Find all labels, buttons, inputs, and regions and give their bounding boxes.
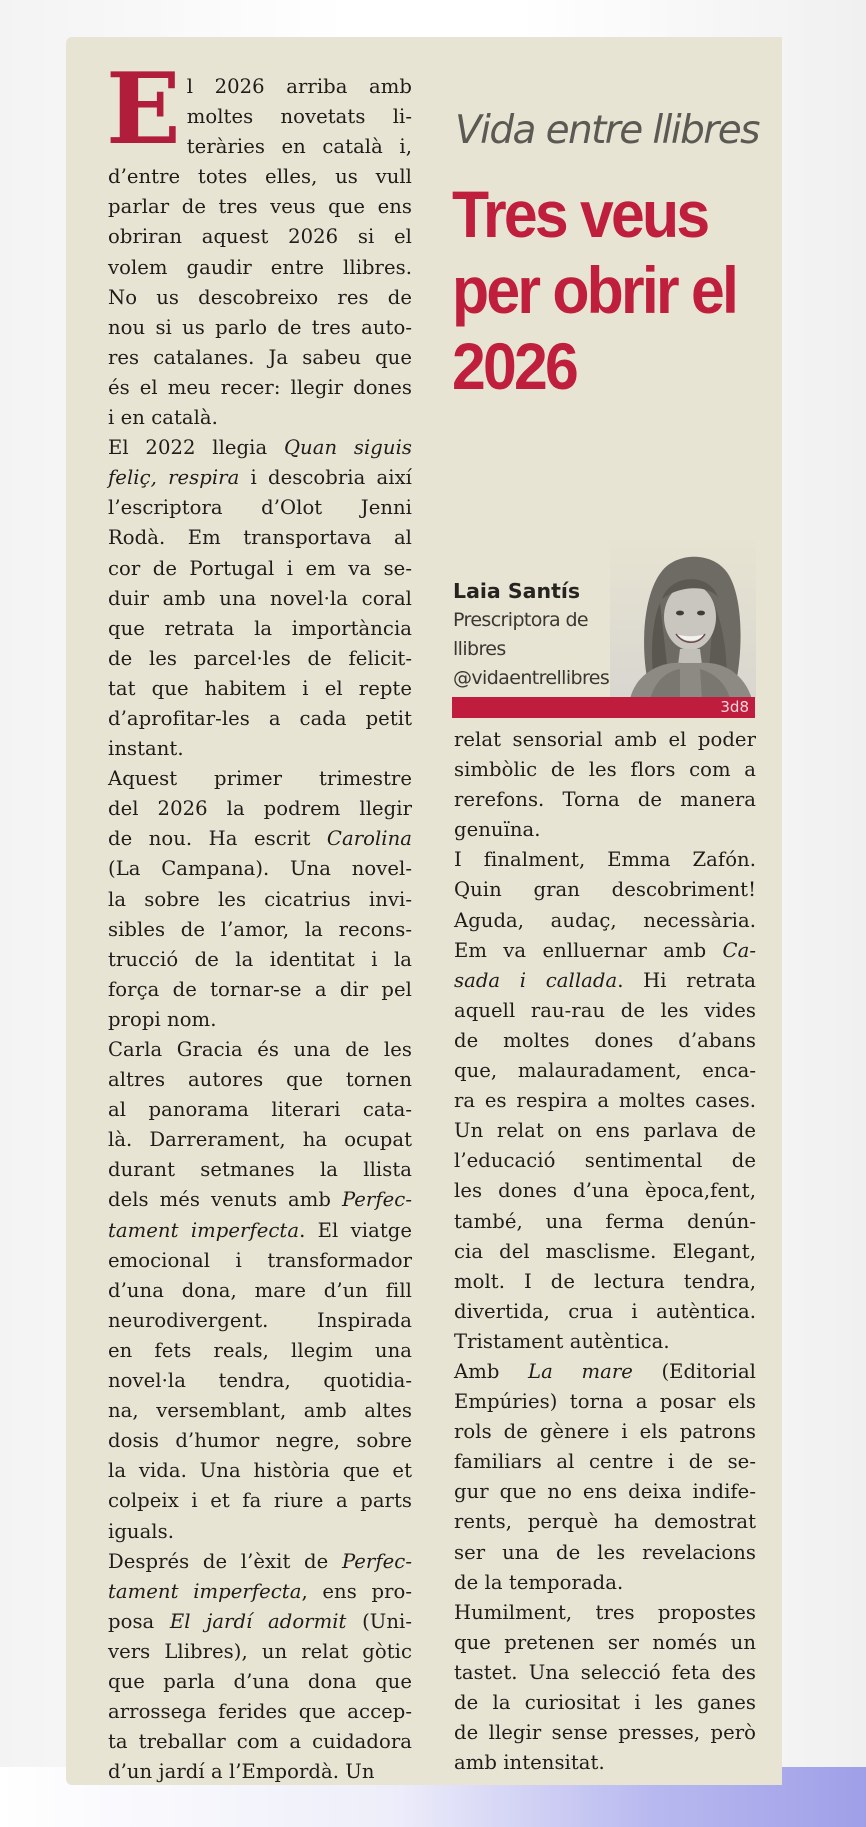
text-run: que retrata la importància <box>108 616 412 640</box>
text-line <box>454 815 756 845</box>
author-role-line-1: Prescriptora de <box>453 609 589 631</box>
text-line <box>454 1267 756 1297</box>
text-run: dels més venuts amb <box>108 1188 342 1212</box>
text-line <box>454 1477 756 1507</box>
text-line <box>108 1065 412 1095</box>
author-handle: @vidaentrellibres <box>453 667 610 689</box>
text-run: rols de gènere i els patrons <box>454 1420 756 1444</box>
text-run: amb intensitat. <box>454 1751 605 1775</box>
book-title: feliç, respira <box>108 466 240 490</box>
text-run: que parla d’una dona que <box>108 1669 412 1693</box>
text-run: ser una de les revelacions <box>454 1540 756 1564</box>
text-run: arrossega ferides que accep- <box>108 1700 412 1724</box>
book-title: Ca- <box>722 938 756 962</box>
text-run: l 2026 arriba amb <box>186 75 412 98</box>
text-line <box>108 644 412 674</box>
text-line <box>454 1146 756 1176</box>
text-run: propi nom. <box>108 1007 217 1031</box>
text-run: l’escriptora d’Olot Jenni <box>108 496 412 520</box>
author-bar <box>452 697 755 718</box>
text-run: ta treballar com a cuidadora <box>108 1730 412 1754</box>
text-run: aquell rau-rau de les vides <box>454 998 756 1022</box>
text-run: de llegir sense presses, però <box>454 1721 756 1745</box>
text-line <box>108 764 412 794</box>
text-run: obriran aquest 2026 si el <box>108 225 412 249</box>
text-run: dosis d’humor negre, sobre <box>108 1429 412 1453</box>
author-role-line-2: llibres <box>453 638 506 660</box>
text-run: que, malauradament, enca- <box>454 1059 756 1083</box>
text-line <box>108 1486 412 1516</box>
text-line <box>108 854 412 884</box>
text-line <box>108 1155 412 1185</box>
text-line <box>108 343 412 373</box>
text-line <box>454 1688 756 1718</box>
text-run: emocional i transformador <box>108 1248 412 1272</box>
text-line <box>108 1125 412 1155</box>
text-run: rerefons. Torna de manera <box>454 788 756 812</box>
book-title: Perfec- <box>341 1188 412 1212</box>
text-run: Amb <box>454 1359 529 1383</box>
article-column-right <box>454 725 756 1778</box>
text-line <box>454 1387 756 1417</box>
text-run: gur que no ens deixa indife- <box>454 1480 756 1504</box>
text-run: là. Darrerament, ha ocupat <box>108 1128 412 1152</box>
text-line <box>108 433 412 463</box>
headline-line-3: 2026 <box>452 329 577 403</box>
text-run: No us descobreixo res de <box>108 285 412 309</box>
text-line <box>108 253 412 283</box>
text-line <box>108 283 412 313</box>
text-run: (Uni- <box>346 1609 412 1633</box>
author-tag: 3d8 <box>720 698 749 716</box>
text-line <box>108 1336 412 1366</box>
text-line <box>454 1598 756 1628</box>
text-run: divertida, crua i autèntica. <box>454 1299 756 1323</box>
text-line <box>454 1507 756 1537</box>
text-line <box>108 885 412 915</box>
text-line <box>108 313 412 343</box>
text-run: (Editorial <box>632 1359 756 1383</box>
text-run: Tristament autèntica. <box>454 1329 670 1353</box>
text-line <box>108 463 412 493</box>
text-run: El 2022 llegia <box>108 436 284 460</box>
text-run: i en català. <box>108 406 218 430</box>
text-line <box>454 1297 756 1327</box>
text-run: relat sensorial amb el poder <box>454 728 756 751</box>
book-title: Quan siguis <box>283 436 412 460</box>
text-run: ra es respira a moltes cases. <box>454 1089 756 1113</box>
text-run: tat que habitem i el repte <box>108 676 412 700</box>
text-run: duir amb una novel·la coral <box>108 586 412 610</box>
text-line <box>108 222 412 252</box>
text-run: de la temporada. <box>454 1570 624 1594</box>
text-run: posa <box>108 1609 170 1633</box>
text-line <box>454 1116 756 1146</box>
text-run: , ens pro- <box>301 1579 413 1603</box>
text-line <box>108 584 412 614</box>
text-line <box>108 403 412 433</box>
author-name: Laia Santís <box>453 579 581 603</box>
text-run: la vida. Una història que et <box>108 1459 412 1483</box>
text-line <box>108 1607 412 1637</box>
text-run: molt. I de lectura tendra, <box>454 1269 756 1293</box>
text-line <box>454 1447 756 1477</box>
text-line <box>108 704 412 734</box>
author-portrait <box>610 533 756 699</box>
text-line <box>454 1327 756 1357</box>
text-run: cia del masclisme. Elegant, <box>454 1239 756 1263</box>
text-line <box>108 945 412 975</box>
text-line <box>108 523 412 553</box>
text-line <box>454 785 756 815</box>
article-column-left <box>106 52 413 1787</box>
text-line <box>454 1628 756 1658</box>
text-line <box>108 1216 412 1246</box>
text-line <box>108 1005 412 1035</box>
text-run: vers Llibres), un relat gòtic <box>108 1639 412 1663</box>
text-line <box>108 1426 412 1456</box>
book-title: tament imperfecta <box>108 1579 302 1603</box>
text-run: del 2026 la podrem llegir <box>108 797 412 821</box>
text-line <box>108 1095 412 1125</box>
text-run: Quin gran descobriment! <box>454 878 756 902</box>
text-run: Un relat on ens parlava de <box>454 1119 756 1143</box>
text-line <box>108 554 412 584</box>
text-line <box>454 936 756 966</box>
text-run: I finalment, Emma Zafón. <box>454 848 756 872</box>
text-line <box>454 996 756 1026</box>
text-run: Carla Gracia és una de les <box>108 1038 412 1061</box>
text-run: Humilment, tres propostes <box>454 1600 756 1624</box>
text-run: Empúries) torna a posar els <box>454 1390 756 1414</box>
text-run: que pretenen ser només un <box>454 1630 756 1654</box>
text-line <box>108 1306 412 1336</box>
text-line <box>454 1176 756 1206</box>
text-line <box>108 1366 412 1396</box>
text-line <box>108 915 412 945</box>
text-line <box>454 845 756 875</box>
text-run: familiars al centre i de se- <box>454 1450 756 1474</box>
text-run: nou si us parlo de tres auto- <box>108 315 412 339</box>
text-run: cor de Portugal i em va se- <box>108 556 412 580</box>
text-run: . Hi retrata <box>617 968 756 992</box>
text-line <box>108 1456 412 1486</box>
text-line <box>108 192 412 222</box>
text-run: la sobre les cicatrius invi- <box>108 887 412 911</box>
text-line <box>454 755 756 785</box>
text-line <box>454 1357 756 1387</box>
text-run: iguals. <box>108 1519 175 1543</box>
headline-line-1: Tres veus <box>452 177 708 251</box>
text-run: sibles de l’amor, la recons- <box>108 917 412 941</box>
text-line <box>108 162 412 192</box>
text-run: simbòlic de les flors com a <box>454 758 756 782</box>
text-run: al panorama literari cata- <box>108 1098 412 1122</box>
section-kicker: Vida entre llibres <box>455 108 759 153</box>
text-run: de la curiositat i les ganes <box>454 1691 756 1714</box>
text-line <box>108 1396 412 1426</box>
text-line <box>454 1417 756 1447</box>
text-line <box>108 373 412 403</box>
text-line <box>108 1185 412 1215</box>
book-title: sada i callada <box>454 968 618 992</box>
text-run: neurodivergent. Inspirada <box>108 1308 412 1332</box>
text-line <box>108 1757 412 1787</box>
text-line <box>108 1517 412 1547</box>
text-run: novel·la tendra, quotidia- <box>108 1369 412 1393</box>
book-title: tament imperfecta <box>108 1218 300 1242</box>
text-line <box>108 1667 412 1697</box>
text-run: colpeix i et fa riure a parts <box>108 1489 412 1513</box>
text-line <box>454 1026 756 1056</box>
text-line <box>108 1035 412 1065</box>
text-run: d’entre totes elles, us vull <box>108 165 412 189</box>
text-run: res catalanes. Ja sabeu que <box>108 345 412 369</box>
text-line <box>454 1568 756 1598</box>
text-line <box>108 734 412 764</box>
text-line <box>108 824 412 854</box>
text-line <box>454 1086 756 1116</box>
text-line <box>454 1056 756 1086</box>
text-run: també, una ferma denún- <box>454 1209 756 1233</box>
text-run: l’educació sentimental de <box>454 1149 756 1173</box>
text-line <box>108 1727 412 1757</box>
text-line <box>108 975 412 1005</box>
text-line <box>108 1577 412 1607</box>
text-run: genuïna. <box>454 818 541 842</box>
text-run: Després de l’èxit de <box>108 1549 342 1573</box>
text-line <box>108 1547 412 1577</box>
text-line <box>454 906 756 936</box>
text-line <box>454 1207 756 1237</box>
text-run: parlar de tres veus que ens <box>108 195 412 219</box>
book-title: La mare <box>528 1359 633 1383</box>
text-run: moltes novetats li- <box>186 105 412 129</box>
book-title: Perfec- <box>341 1549 412 1573</box>
text-line <box>454 1538 756 1568</box>
text-line <box>454 1237 756 1267</box>
text-run: d’una dona, mare d’un fill <box>108 1278 412 1302</box>
text-run: durant setmanes la llista <box>108 1158 412 1182</box>
text-run: força de tornar-se a dir pel <box>108 977 412 1001</box>
text-run: Aguda, audaç, necessària. <box>454 908 756 932</box>
text-run: trucció de la identitat i la <box>108 947 412 971</box>
text-run: tastet. Una selecció feta des <box>454 1660 756 1684</box>
text-line <box>108 1637 412 1667</box>
text-run: instant. <box>108 737 184 761</box>
text-line <box>454 875 756 905</box>
text-line <box>454 725 756 755</box>
text-run: Rodà. Em transportava al <box>108 526 412 550</box>
text-run: . El viatge <box>299 1218 412 1242</box>
text-line <box>108 1246 412 1276</box>
text-run: teràries en català i, <box>186 135 412 159</box>
text-run: i descobria així <box>239 466 413 490</box>
text-run: de nou. Ha escrit <box>108 827 327 851</box>
text-run: (La Campana). Una novel- <box>108 857 412 881</box>
text-run: rents, perquè ha demostrat <box>454 1510 756 1534</box>
text-run: volem gaudir entre llibres. <box>108 255 412 279</box>
text-line <box>454 1718 756 1748</box>
headline <box>452 176 737 404</box>
text-run: de moltes dones d’abans <box>454 1028 756 1052</box>
text-run: d’aprofitar-les a cada petit <box>108 706 412 730</box>
text-run: en fets reals, llegim una <box>108 1338 412 1362</box>
text-line <box>454 1658 756 1688</box>
text-run: d’un jardí a l’Empordà. Un <box>108 1760 375 1784</box>
text-run: Aquest primer trimestre <box>108 767 412 791</box>
text-line <box>108 1697 412 1727</box>
drop-cap: E <box>106 52 181 167</box>
text-line <box>108 614 412 644</box>
text-line <box>454 966 756 996</box>
text-line <box>108 493 412 523</box>
text-run: Em va enlluernar amb <box>454 938 723 962</box>
text-run: altres autores que tornen <box>108 1068 412 1092</box>
text-line <box>108 794 412 824</box>
text-run: les dones d’una època,fent, <box>454 1179 756 1203</box>
text-line <box>108 1276 412 1306</box>
headline-line-2: per obrir el <box>452 253 737 327</box>
text-line <box>108 674 412 704</box>
book-title: Carolina <box>326 827 412 851</box>
text-run: és el meu recer: llegir dones <box>108 375 412 399</box>
text-run: na, versemblant, amb altes <box>108 1399 412 1423</box>
book-title: El jardí adormit <box>169 1609 347 1633</box>
text-run: de les parcel·les de felicit- <box>108 646 412 670</box>
text-line <box>454 1748 756 1778</box>
